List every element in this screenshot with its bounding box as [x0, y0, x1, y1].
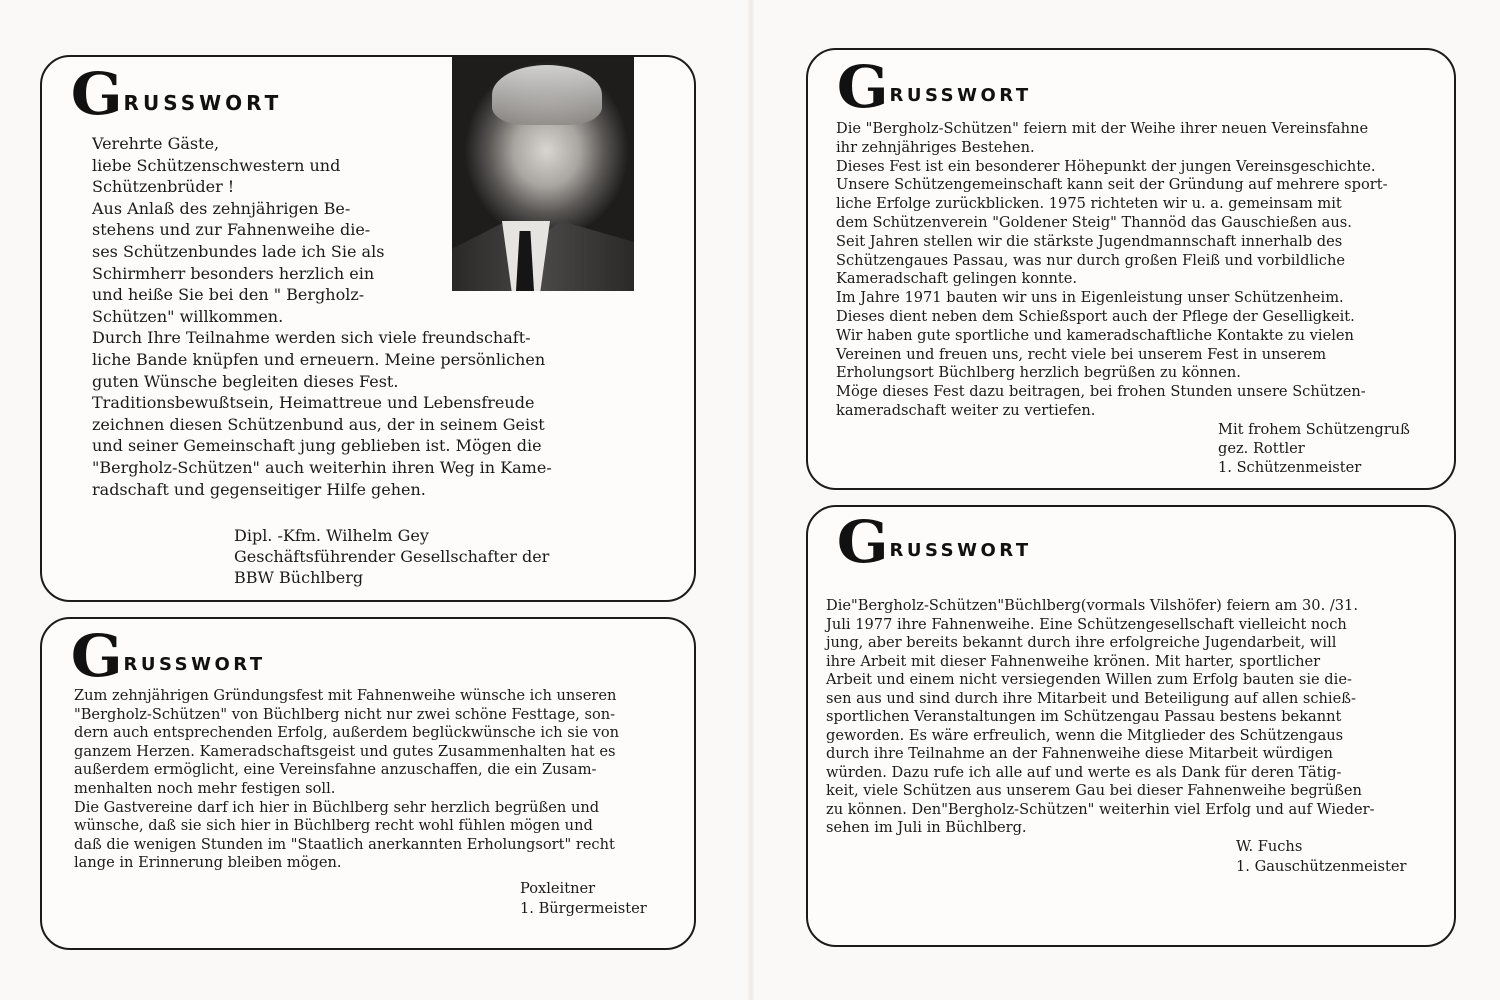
body-line: und heiße Sie bei den " Bergholz-: [92, 285, 365, 305]
greeting-box-district-master: [806, 505, 1456, 947]
body-line: jung, aber bereits bekannt durch ihre erfolgreiche Jugendarbeit, will: [826, 634, 1337, 651]
page-fold: [748, 0, 754, 1000]
body-line: Juli 1977 ihre Fahnenweihe. Eine Schützengesellschaft vielleicht noch: [826, 615, 1347, 633]
body-line: Durch Ihre Teilnahme werden sich viele freundschaft-: [92, 328, 531, 348]
body-line: Schützenbrüder !: [92, 177, 235, 197]
body-line: "Bergholz-Schützen" von Büchlberg nicht nur zwei schöne Festtage, son-: [74, 705, 616, 723]
body-line: ihr zehnjähriges Bestehen.: [836, 138, 1035, 156]
body-line: außerdem ermöglicht, eine Vereinsfahne anzuschaffen, die ein Zusam-: [74, 761, 597, 779]
signature-block: [1218, 420, 1410, 477]
body-line: Verehrte Gäste,: [92, 134, 220, 153]
body-line: zeichnen diesen Schützenbund aus, der in seinem Geist: [92, 414, 545, 434]
section-heading: [68, 622, 274, 690]
signature-block: [1236, 837, 1406, 876]
body-line: radschaft und gegenseitiger Hilfe gehen.: [92, 479, 426, 499]
body-line: kameradschaft weiter zu vertiefen.: [836, 401, 1096, 419]
greeting-body: [74, 687, 619, 873]
greeting-box-club-master: [806, 48, 1456, 490]
greeting-body: [826, 597, 1375, 838]
greeting-body: [92, 133, 552, 500]
fraktur-initial: G: [70, 622, 123, 690]
body-line: Im Jahre 1971 bauten wir uns in Eigenleistung unser Schützenheim.: [836, 289, 1344, 307]
greeting-box-mayor: [40, 617, 696, 950]
body-line: Die Gastvereine darf ich hier in Büchlberg sehr herzlich begrüßen und: [74, 798, 600, 816]
body-line: Schützen" willkommen.: [92, 306, 284, 326]
signature-line: 1. Bürgermeister: [520, 899, 647, 917]
body-line: Erholungsort Büchlberg herzlich begrüßen zu können.: [836, 364, 1241, 382]
body-line: liche Bande knüpfen und erneuern. Meine persönlichen: [92, 349, 546, 369]
body-line: Wir haben gute sportliche und kameradschaftliche Kontakte zu vielen: [836, 326, 1354, 344]
body-line: ihre Arbeit mit dieser Fahnenweihe krönen. Mit harter, sportlicher: [826, 652, 1321, 670]
body-line: Unsere Schützengemeinschaft kann seit der Gründung auf mehrere sport-: [836, 176, 1388, 194]
body-line: sen aus und sind durch ihre Mitarbeit und Beteiligung auf allen schieß-: [826, 689, 1356, 707]
signature-line: Poxleitner: [520, 880, 596, 897]
body-line: ses Schützenbundes lade ich Sie als: [92, 241, 385, 261]
body-line: wünsche, daß sie sich hier in Büchlberg recht wohl fühlen mögen und: [74, 817, 593, 835]
body-line: Kameradschaft gelingen konnte.: [836, 270, 1078, 288]
signature-line: 1. Schützenmeister: [1218, 459, 1362, 476]
body-line: stehens und zur Fahnenweihe die-: [92, 220, 371, 240]
body-line: daß die wenigen Stunden im "Staatlich anerkannten Erholungsort" recht: [74, 835, 615, 853]
fraktur-initial: G: [70, 60, 123, 128]
signature-block: [234, 525, 549, 588]
body-line: Arbeit und einem nicht versiegenden Willen zum Erfolg bauten sie die-: [826, 671, 1352, 688]
body-line: Möge dieses Fest dazu beitragen, bei frohen Stunden unsere Schützen-: [836, 383, 1366, 401]
body-line: Zum zehnjährigen Gründungsfest mit Fahnenweihe wünsche ich unseren: [74, 687, 617, 704]
body-line: geworden. Es wäre erfreulich, wenn die Mitglieder des Schützengaus: [826, 726, 1344, 744]
greeting-body: [836, 120, 1388, 421]
body-line: Aus Anlaß des zehnjährigen Be-: [92, 198, 351, 218]
body-line: würden. Dazu rufe ich alle auf und werte es als Dank für deren Tätig-: [826, 763, 1342, 781]
body-line: Seit Jahren stellen wir die stärkste Jugendmannschaft innerhalb des: [836, 232, 1343, 250]
body-line: liche Erfolge zurückblicken. 1975 richteten wir u. a. gemeinsam mit: [836, 195, 1342, 213]
body-line: liebe Schützenschwestern und: [92, 155, 341, 175]
greeting-box-patron: [40, 55, 696, 602]
signature-line: BBW Büchlberg: [234, 568, 364, 587]
signature-line: Dipl. -Kfm. Wilhelm Gey: [234, 526, 429, 545]
body-line: dem Schützenverein "Goldener Steig" Thannöd das Gauschießen aus.: [836, 213, 1352, 231]
signature-block: [520, 879, 647, 918]
body-line: ganzem Herzen. Kameradschaftsgeist und gutes Zusammenhalten hat es: [74, 742, 616, 760]
signature-line: gez. Rottler: [1218, 440, 1305, 457]
body-line: guten Wünsche begleiten dieses Fest.: [92, 371, 399, 391]
body-line: Die"Bergholz-Schützen"Büchlberg(vormals Vilshöfer) feiern am 30. /31.: [826, 597, 1358, 614]
fraktur-initial: G: [836, 53, 889, 121]
body-line: Die "Bergholz-Schützen" feiern mit der Weihe ihrer neuen Vereinsfahne: [836, 120, 1369, 137]
signature-line: 1. Gauschützenmeister: [1236, 857, 1407, 875]
heading-text: RUSSWORT: [123, 91, 283, 115]
section-heading: [834, 508, 1040, 576]
heading-text: RUSSWORT: [889, 85, 1032, 106]
body-line: sehen im Juli in Büchlberg.: [826, 819, 1027, 836]
section-heading: [834, 53, 1040, 121]
body-line: keit, viele Schützen aus unserem Gau bei dieser Fahnenweihe begrüßen: [826, 782, 1362, 799]
body-line: Schützengaues Passau, was nur durch großen Fleiß und vorbildliche: [836, 251, 1346, 269]
body-line: durch ihre Teilnahme an der Fahnenweihe diese Mitarbeit würdigen: [826, 745, 1333, 762]
body-line: menhalten noch mehr festigen soll.: [74, 779, 336, 797]
body-line: Traditionsbewußtsein, Heimattreue und Lebensfreude: [92, 393, 535, 413]
body-line: Vereinen und freuen uns, recht viele bei unserem Fest in unserem: [836, 345, 1327, 363]
body-line: Dieses dient neben dem Schießsport auch der Pflege der Geselligkeit.: [836, 307, 1355, 325]
signature-line: W. Fuchs: [1236, 838, 1303, 855]
body-line: sportlichen Veranstaltungen im Schützengau Passau bestens bekannt: [826, 708, 1342, 725]
body-line: Schirmherr besonders herzlich ein: [92, 263, 375, 283]
body-line: lange in Erinnerung bleiben mögen.: [74, 854, 342, 872]
signature-line: Mit frohem Schützengruß: [1218, 421, 1410, 438]
section-heading: [68, 60, 290, 128]
body-line: und seiner Gemeinschaft jung geblieben ist. Mögen die: [92, 436, 542, 456]
fraktur-initial: G: [836, 508, 889, 576]
body-line: "Bergholz-Schützen" auch weiterhin ihren Weg in Kame-: [92, 457, 552, 477]
body-line: Dieses Fest ist ein besonderer Höhepunkt der jungen Vereinsgeschichte.: [836, 157, 1376, 175]
body-line: zu können. Den"Bergholz-Schützen" weiterhin viel Erfolg und auf Wieder-: [826, 800, 1375, 818]
heading-text: RUSSWORT: [889, 540, 1032, 561]
body-line: dern auch entsprechenden Erfolg, außerdem beglückwünsche ich sie von: [74, 724, 620, 742]
heading-text: RUSSWORT: [123, 654, 266, 675]
signature-line: Geschäftsführender Gesellschafter der: [234, 547, 550, 566]
